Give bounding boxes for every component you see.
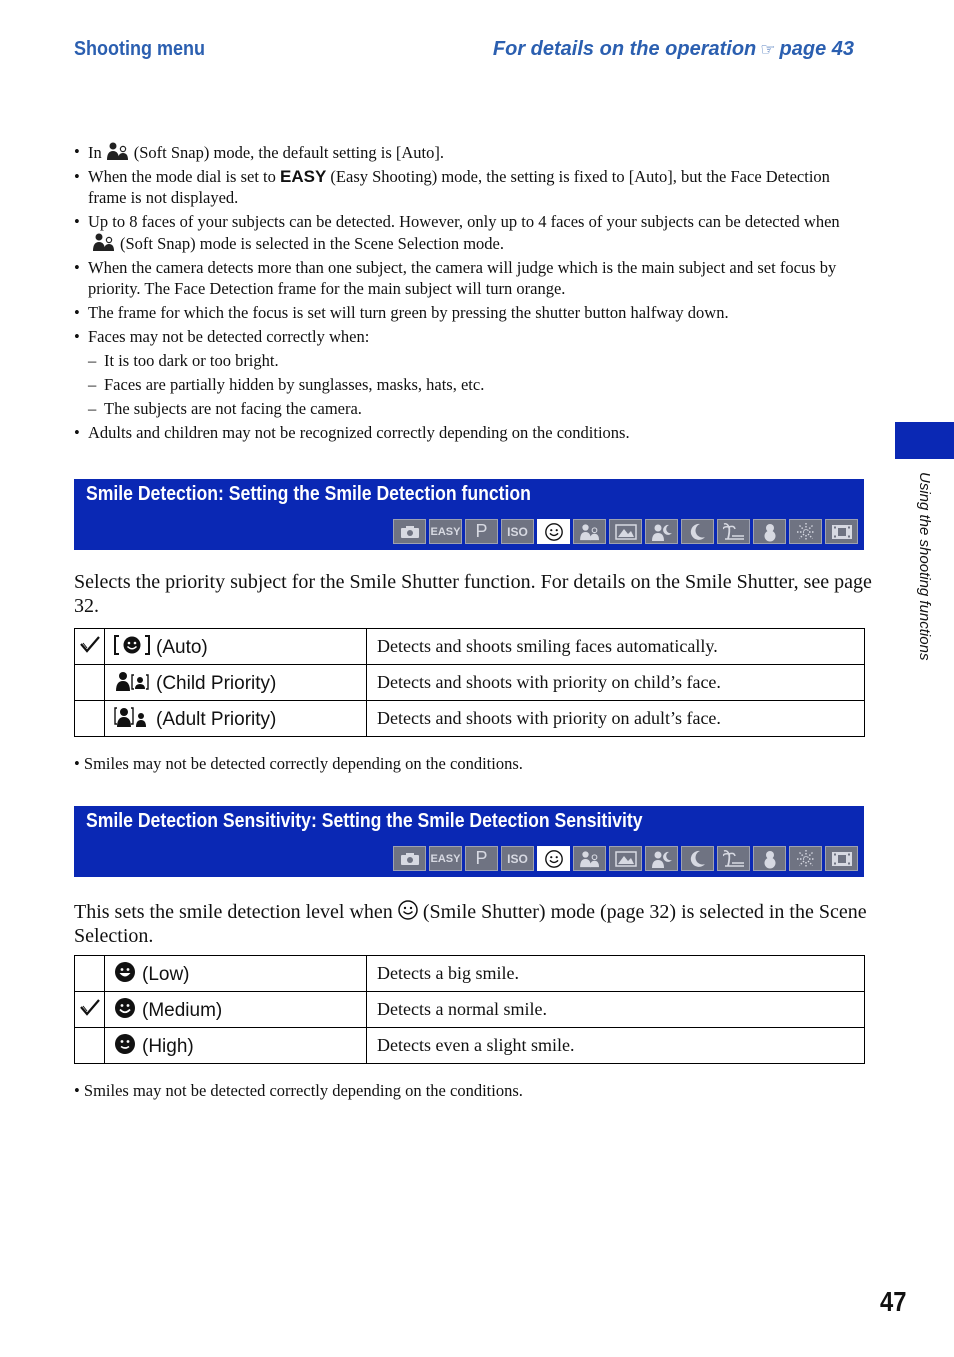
chapter-label: Using the shooting functions bbox=[916, 472, 933, 661]
snow-icon bbox=[753, 846, 786, 871]
smile-detection-table bbox=[74, 628, 865, 737]
list-item: – Faces are partially hidden by sunglasses, masks, hats, etc. bbox=[74, 374, 864, 395]
option-label: (Low) bbox=[142, 964, 190, 985]
landscape-icon bbox=[609, 519, 642, 544]
default-check bbox=[75, 701, 105, 737]
operation-reference bbox=[493, 38, 854, 61]
twilight-icon bbox=[681, 846, 714, 871]
option-description: Detects and shoots with priority on child’s face. bbox=[367, 665, 865, 701]
beach-icon bbox=[717, 519, 750, 544]
camera-auto-icon bbox=[393, 519, 426, 544]
easy-icon: EASY bbox=[429, 519, 462, 544]
option-description: Detects a normal smile. bbox=[367, 992, 865, 1028]
smile-high-icon bbox=[114, 1033, 136, 1055]
available-modes bbox=[393, 519, 858, 544]
easy-icon: EASY bbox=[429, 846, 462, 871]
reference-page: page 43 bbox=[779, 38, 854, 60]
reference-label: For details on the operation bbox=[492, 38, 757, 60]
option-label: (Medium) bbox=[142, 1000, 223, 1021]
table-row bbox=[75, 1028, 865, 1064]
list-item: • In (Soft Snap) mode, the default setting is [Auto]. bbox=[74, 141, 864, 163]
list-item: • Up to 8 faces of your subjects can be detected. However, only up to 4 faces of your subjects can be detected when(Soft Snap) mode is selected in the Scene Selection mode. bbox=[74, 211, 864, 254]
section-header: Shooting menu bbox=[74, 38, 205, 60]
option-description: Detects and shoots smiling faces automatically. bbox=[367, 629, 865, 665]
section-note: • Smiles may not be detected correctly depending on the conditions. bbox=[74, 754, 523, 774]
list-item: • When the camera detects more than one subject, the camera will judge which is the main subject and set focus by priority. The Face Detection frame for the main subject will turn orange. bbox=[74, 257, 864, 299]
smile-shutter-icon bbox=[537, 846, 570, 871]
list-item: • When the mode dial is set to EASY (Easy Shooting) mode, the setting is fixed to [Auto], but the Face Detection frame is not displayed. bbox=[74, 166, 864, 208]
option-label: (Adult Priority) bbox=[156, 709, 277, 730]
table-row bbox=[75, 992, 865, 1028]
pointing-hand-icon: ☞ bbox=[760, 40, 776, 59]
soft-snap-icon bbox=[106, 141, 130, 161]
option-description: Detects a big smile. bbox=[367, 956, 865, 992]
section-intro: This sets the smile detection level when (Smile Shutter) mode (page 32) is selected in the Scene Selection. bbox=[74, 901, 867, 947]
table-row bbox=[75, 629, 865, 665]
soft-snap-icon bbox=[92, 232, 116, 252]
table-row bbox=[75, 701, 865, 737]
fireworks-icon bbox=[789, 519, 822, 544]
list-item: – It is too dark or too bright. bbox=[74, 350, 864, 371]
option-label: (Child Priority) bbox=[156, 673, 277, 694]
chapter-tab bbox=[895, 422, 954, 459]
face-detection-notes bbox=[74, 141, 864, 446]
snow-icon bbox=[753, 519, 786, 544]
fireworks-icon bbox=[789, 846, 822, 871]
default-check bbox=[75, 629, 105, 665]
camera-auto-icon bbox=[393, 846, 426, 871]
default-check bbox=[75, 1028, 105, 1064]
section-intro: Selects the priority subject for the Smile Shutter function. For details on the Smile Shutter, see page 32. bbox=[74, 571, 872, 617]
smile-auto-icon bbox=[114, 634, 150, 656]
twilight-portrait-icon bbox=[645, 846, 678, 871]
child-priority-icon bbox=[114, 670, 150, 692]
default-check bbox=[75, 992, 105, 1028]
high-iso-icon: ISO bbox=[501, 519, 534, 544]
twilight-portrait-icon bbox=[645, 519, 678, 544]
landscape-icon bbox=[609, 846, 642, 871]
list-item: – The subjects are not facing the camera. bbox=[74, 398, 864, 419]
section-note: • Smiles may not be detected correctly depending on the conditions. bbox=[74, 1081, 523, 1101]
movie-icon bbox=[825, 846, 858, 871]
list-item: • Adults and children may not be recognized correctly depending on the conditions. bbox=[74, 422, 864, 443]
smile-sensitivity-table bbox=[74, 955, 865, 1064]
soft-snap-icon bbox=[573, 519, 606, 544]
default-check bbox=[75, 665, 105, 701]
twilight-icon bbox=[681, 519, 714, 544]
soft-snap-icon bbox=[573, 846, 606, 871]
program-p-icon: P bbox=[465, 846, 498, 871]
smile-detection-banner bbox=[74, 479, 864, 550]
smile-sensitivity-banner bbox=[74, 806, 864, 877]
option-description: Detects even a slight smile. bbox=[367, 1028, 865, 1064]
list-item: • Faces may not be detected correctly when: bbox=[74, 326, 864, 347]
beach-icon bbox=[717, 846, 750, 871]
smile-shutter-icon bbox=[397, 899, 419, 921]
program-p-icon: P bbox=[465, 519, 498, 544]
list-item: • The frame for which the focus is set will turn green by pressing the shutter button halfway down. bbox=[74, 302, 864, 323]
smile-medium-icon bbox=[114, 997, 136, 1019]
option-label: (High) bbox=[142, 1036, 194, 1057]
section-title: Smile Detection: Setting the Smile Detection function bbox=[86, 483, 531, 505]
default-check bbox=[75, 956, 105, 992]
high-iso-icon: ISO bbox=[501, 846, 534, 871]
smile-low-icon bbox=[114, 961, 136, 983]
option-description: Detects and shoots with priority on adult’s face. bbox=[367, 701, 865, 737]
table-row bbox=[75, 956, 865, 992]
section-title: Smile Detection Sensitivity: Setting the Smile Detection Sensitivity bbox=[86, 810, 643, 832]
option-label: (Auto) bbox=[156, 637, 208, 658]
easy-mode-icon: EASY bbox=[280, 167, 327, 186]
movie-icon bbox=[825, 519, 858, 544]
adult-priority-icon bbox=[114, 706, 150, 728]
page-number: 47 bbox=[880, 1286, 907, 1317]
smile-shutter-icon bbox=[537, 519, 570, 544]
table-row bbox=[75, 665, 865, 701]
available-modes bbox=[393, 846, 858, 871]
